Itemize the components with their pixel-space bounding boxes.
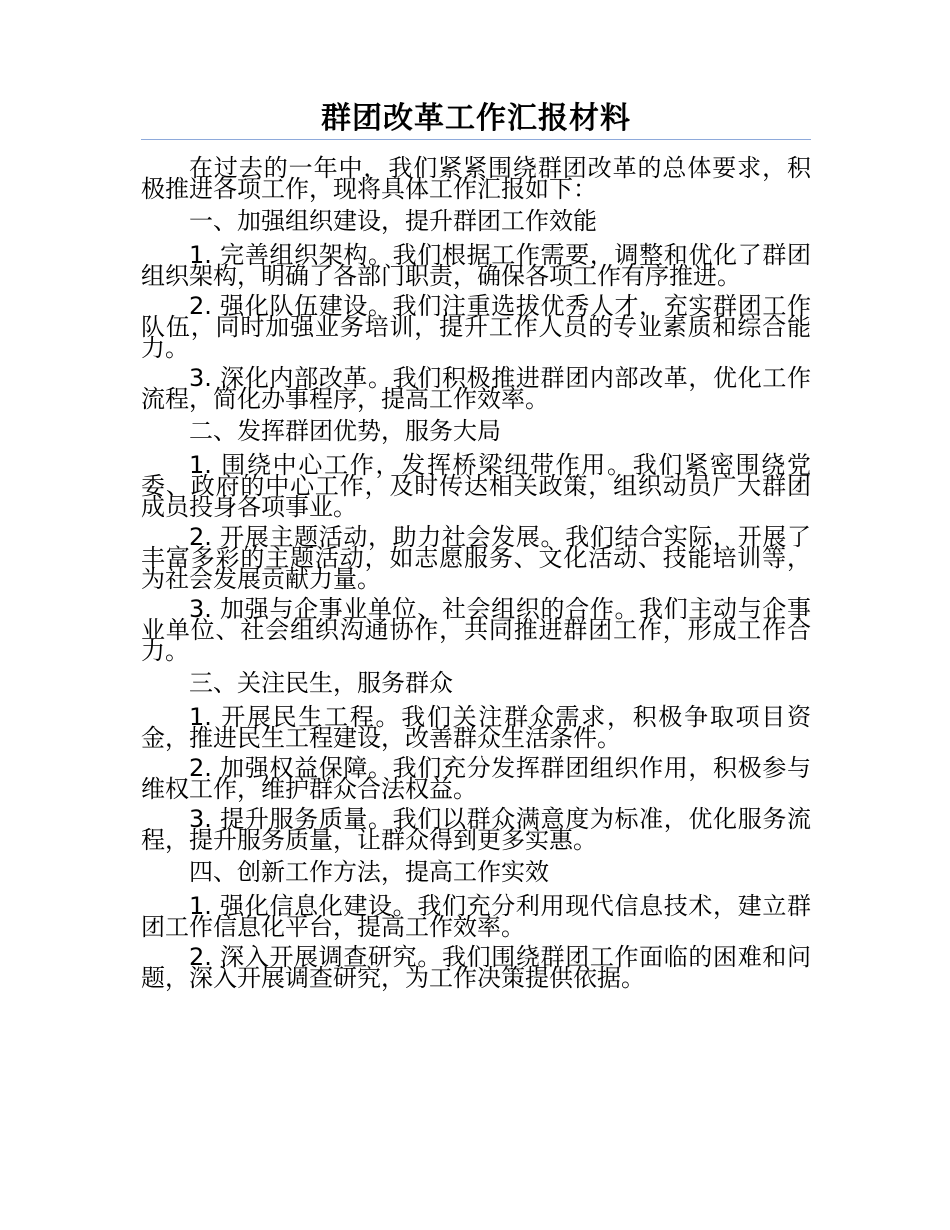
section-2-item-1: 1. 围绕中心工作，发挥桥梁纽带作用。我们紧密围绕党委、政府的中心工作，及时传达相关政策，组织动员广大群团成员投身各项事业。	[141, 451, 811, 521]
section-3-item-2: 2. 加强权益保障。我们充分发挥群团组织作用，积极参与维权工作，维护群众合法权益。	[141, 754, 811, 803]
document-body	[141, 154, 811, 992]
section-2-item-3: 3. 加强与企事业单位、社会组织的合作。我们主动与企事业单位、社会组织沟通协作，共同推进群团工作，形成工作合力。	[141, 595, 811, 665]
section-4-item-1: 1. 强化信息化建设。我们充分利用现代信息技术，建立群团工作信息化平台，提高工作效率。	[141, 892, 811, 941]
section-heading-3: 三、关注民生，服务群众	[189, 669, 453, 697]
section-1-item-2: 2. 强化队伍建设。我们注重选拔优秀人才，充实群团工作队伍，同时加强业务培训，提升工作人员的专业素质和综合能力。	[141, 292, 811, 362]
section-4-item-2: 2. 深入开展调查研究。我们围绕群团工作面临的困难和问题，深入开展调查研究，为工作决策提供依据。	[141, 943, 811, 992]
section-3-item-3: 3. 提升服务质量。我们以群众满意度为标准，优化服务流程，提升服务质量，让群众得到更多实惠。	[141, 805, 811, 854]
section-1-item-3: 3. 深化内部改革。我们积极推进群团内部改革，优化工作流程，简化办事程序，提高工作效率。	[141, 364, 811, 413]
intro-paragraph: 在过去的一年中，我们紧紧围绕群团改革的总体要求，积极推进各项工作，现将具体工作汇报如下：	[141, 154, 811, 203]
section-2-item-2: 2. 开展主题活动，助力社会发展。我们结合实际，开展了丰富多彩的主题活动，如志愿服务、文化活动、技能培训等，为社会发展贡献力量。	[141, 523, 811, 593]
document-page	[141, 100, 811, 998]
section-1-item-1: 1. 完善组织架构。我们根据工作需要，调整和优化了群团组织架构，明确了各部门职责，确保各项工作有序推进。	[141, 241, 811, 290]
section-heading-4: 四、创新工作方法，提高工作实效	[189, 858, 549, 886]
section-heading-1: 一、加强组织建设，提升群团工作效能	[189, 207, 597, 235]
section-heading-2: 二、发挥群团优势，服务大局	[189, 417, 501, 445]
section-3-item-1: 1. 开展民生工程。我们关注群众需求，积极争取项目资金，推进民生工程建设，改善群众生活条件。	[141, 703, 811, 752]
document-title: 群团改革工作汇报材料	[141, 100, 811, 140]
